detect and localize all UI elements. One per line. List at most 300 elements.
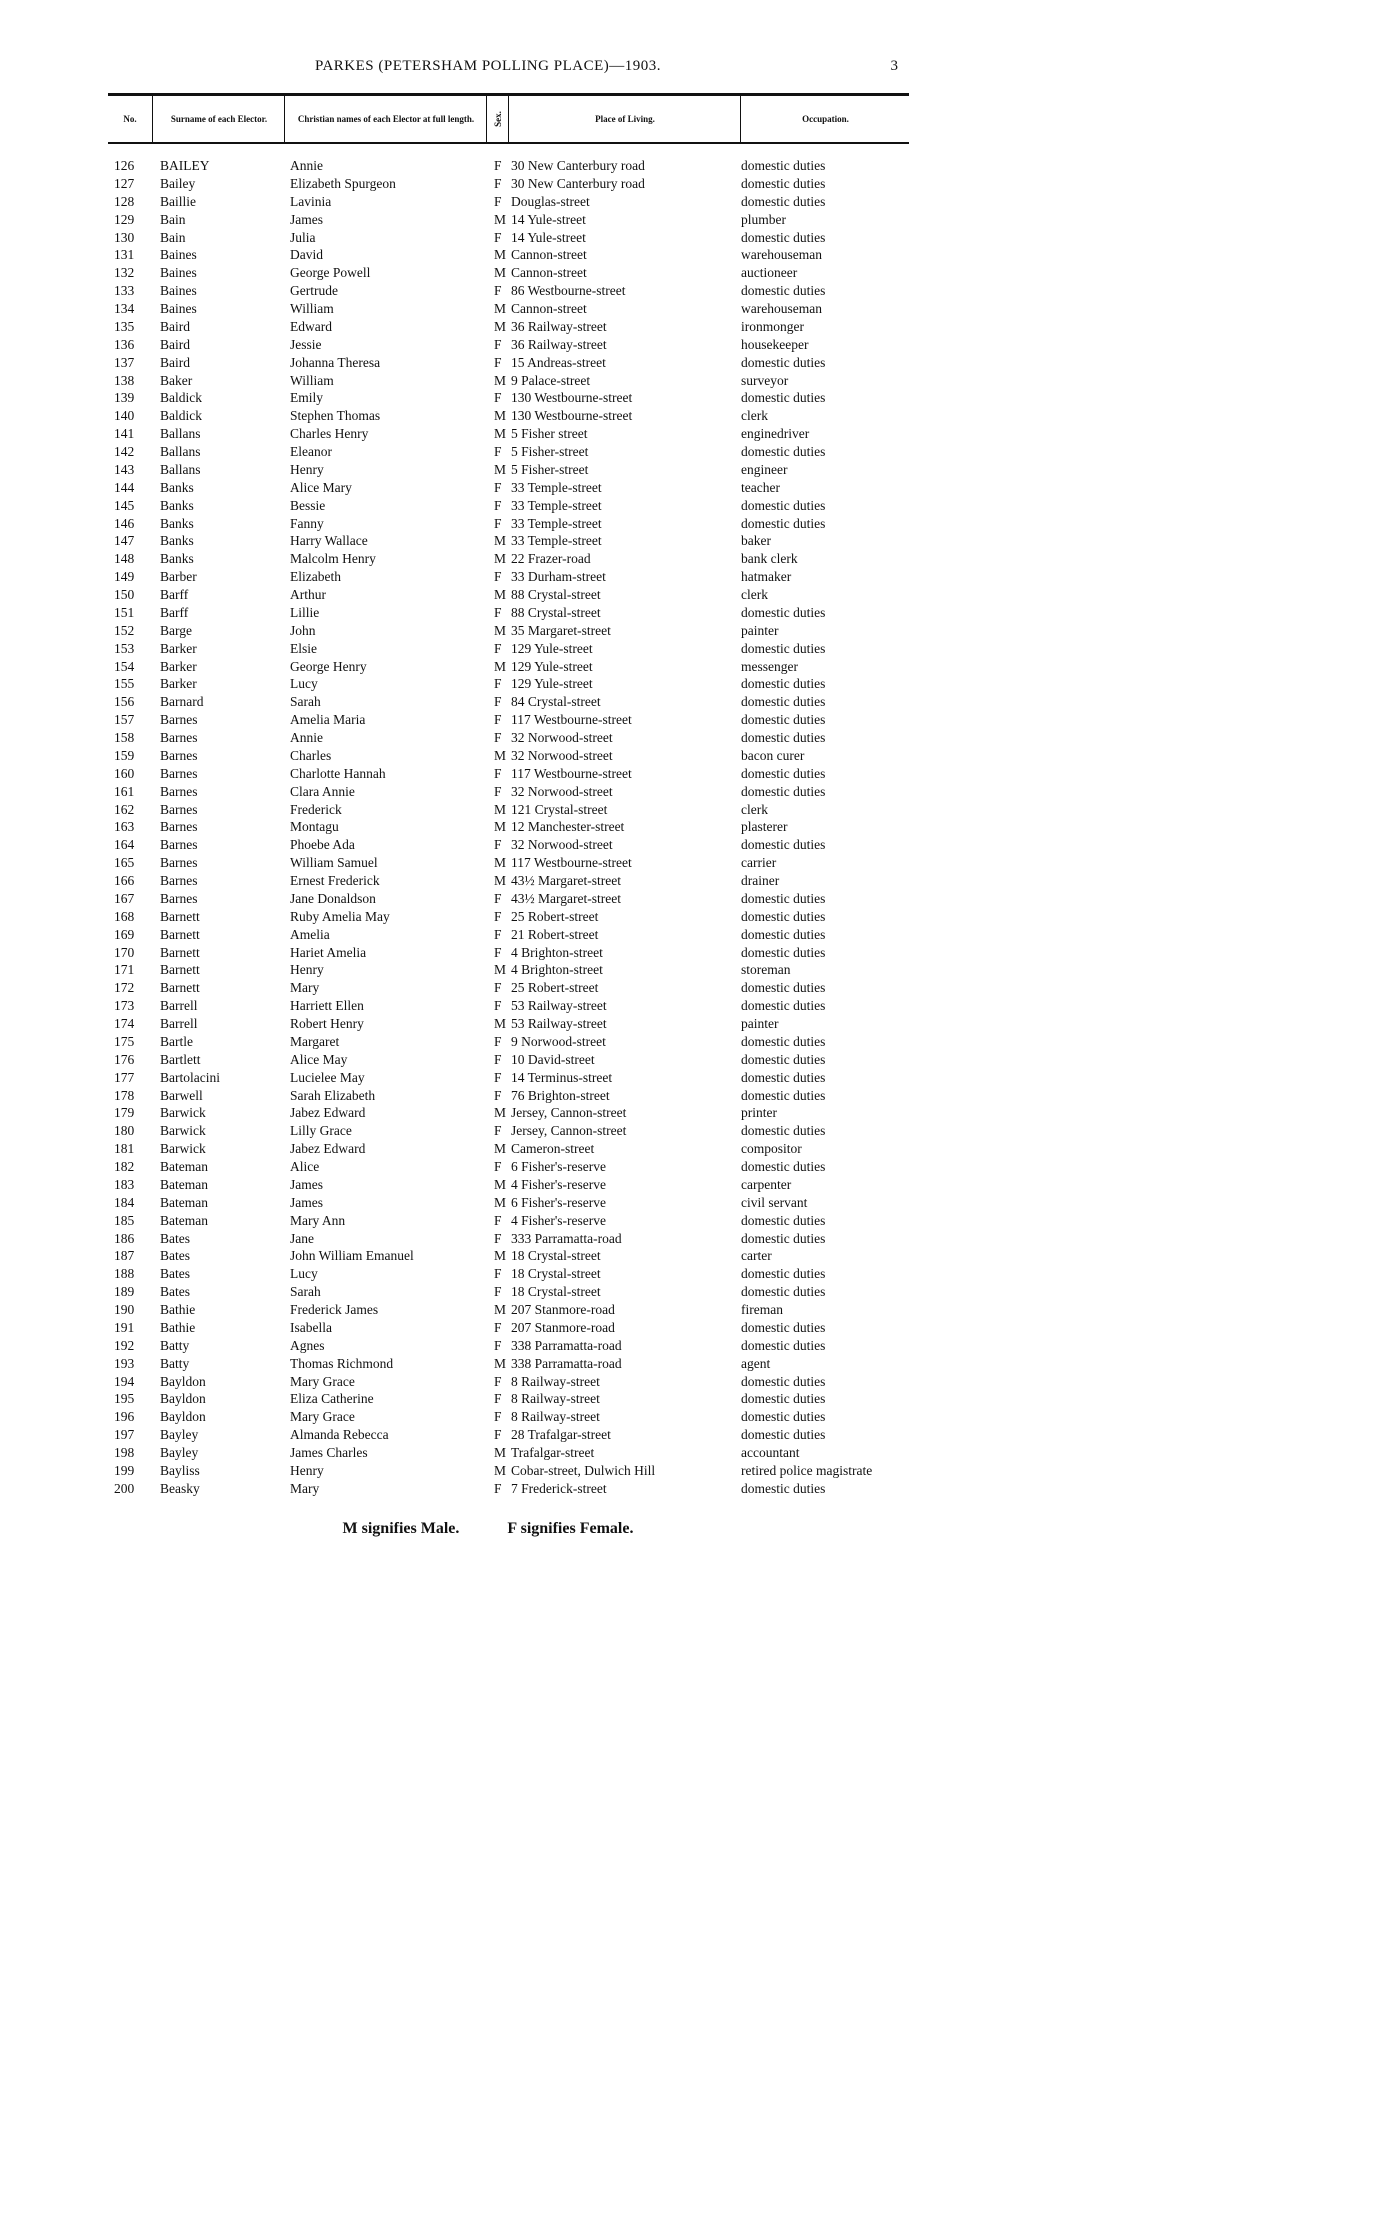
elector-christian-names: Mary Grace xyxy=(290,1409,355,1425)
table-row xyxy=(0,1283,976,1301)
elector-number: 182 xyxy=(114,1159,135,1174)
elector-occupation: domestic duties xyxy=(741,497,826,513)
elector-occupation: retired police magistrate xyxy=(741,1462,873,1478)
table-row xyxy=(0,997,976,1015)
elector-sex: M xyxy=(494,962,507,978)
table-row xyxy=(0,515,976,533)
elector-occupation: plasterer xyxy=(741,819,788,835)
elector-sex: F xyxy=(494,479,502,495)
elector-christian-names: Lilly Grace xyxy=(290,1123,352,1139)
elector-sex: M xyxy=(494,301,507,316)
elector-surname: Barker xyxy=(160,676,197,692)
elector-sex: M xyxy=(494,1105,507,1121)
elector-number: 164 xyxy=(114,837,135,853)
table-row xyxy=(0,532,976,550)
page-title: PARKES (PETERSHAM POLLING PLACE)—1903. xyxy=(315,58,661,74)
elector-surname: Bathie xyxy=(160,1319,196,1335)
table-row xyxy=(0,729,976,747)
table-row xyxy=(0,783,976,801)
elector-sex: M xyxy=(494,1302,507,1317)
elector-place-of-living: 207 Stanmore-road xyxy=(511,1319,615,1335)
elector-place-of-living: 30 New Canterbury road xyxy=(511,175,645,191)
elector-place-of-living: 7 Frederick-street xyxy=(511,1480,607,1496)
table-row xyxy=(0,1426,976,1444)
table-row xyxy=(0,801,976,819)
elector-place-of-living: 129 Yule-street xyxy=(511,658,593,674)
elector-surname: Beasky xyxy=(160,1480,200,1496)
elector-occupation: domestic duties xyxy=(741,1051,826,1067)
elector-sex: F xyxy=(494,336,502,352)
table-row xyxy=(0,300,976,318)
elector-surname: Barnes xyxy=(160,747,198,763)
elector-sex: F xyxy=(494,730,502,745)
elector-christian-names: James xyxy=(290,1194,323,1210)
table-row xyxy=(0,961,976,979)
table-row xyxy=(0,1176,976,1194)
elector-surname: Banks xyxy=(160,515,194,531)
elector-christian-names: Sarah xyxy=(290,1284,321,1300)
elector-place-of-living: 84 Crystal-street xyxy=(511,694,601,710)
elector-place-of-living: 117 Westbourne-street xyxy=(511,765,632,781)
table-row xyxy=(0,765,976,783)
elector-sex: M xyxy=(494,1176,507,1192)
elector-number: 160 xyxy=(114,765,135,781)
elector-number: 183 xyxy=(114,1176,135,1192)
elector-number: 191 xyxy=(114,1319,135,1335)
elector-christian-names: Jessie xyxy=(290,336,322,352)
elector-number: 148 xyxy=(114,551,135,567)
elector-number: 133 xyxy=(114,283,135,299)
elector-christian-names: Lucy xyxy=(290,1266,318,1282)
elector-number: 139 xyxy=(114,390,135,406)
elector-occupation: carrier xyxy=(741,855,777,871)
elector-occupation: baker xyxy=(741,533,771,549)
elector-place-of-living: 30 New Canterbury road xyxy=(511,158,645,173)
table-row xyxy=(0,1444,976,1462)
table-row xyxy=(0,193,976,211)
elector-sex: M xyxy=(494,1445,507,1460)
elector-surname: Batty xyxy=(160,1337,190,1353)
elector-christian-names: Amelia Maria xyxy=(290,712,366,728)
elector-christian-names: Montagu xyxy=(290,819,339,835)
elector-occupation: fireman xyxy=(741,1302,783,1317)
elector-surname: Bathie xyxy=(160,1302,196,1317)
table-row xyxy=(0,836,976,854)
elector-occupation: domestic duties xyxy=(741,980,826,996)
elector-occupation: printer xyxy=(741,1105,777,1121)
table-row xyxy=(0,389,976,407)
elector-surname: Ballans xyxy=(160,461,201,477)
elector-christian-names: Emily xyxy=(290,390,323,406)
elector-surname: Barnett xyxy=(160,980,200,996)
elector-christian-names: Mary Ann xyxy=(290,1212,346,1228)
elector-number: 173 xyxy=(114,998,135,1014)
elector-occupation: domestic duties xyxy=(741,944,826,960)
header-sex-cell xyxy=(486,96,509,142)
elector-christian-names: Isabella xyxy=(290,1319,332,1335)
elector-christian-names: Jabez Edward xyxy=(290,1105,366,1121)
table-row xyxy=(0,604,976,622)
elector-place-of-living: 5 Fisher-street xyxy=(511,444,589,459)
elector-occupation: domestic duties xyxy=(741,1230,826,1246)
elector-place-of-living: 9 Norwood-street xyxy=(511,1033,606,1049)
elector-number: 177 xyxy=(114,1069,135,1085)
elector-surname: Barnes xyxy=(160,837,198,853)
elector-number: 200 xyxy=(114,1480,135,1496)
elector-surname: Barnett xyxy=(160,944,200,960)
elector-place-of-living: 121 Crystal-street xyxy=(511,801,608,817)
elector-surname: Bates xyxy=(160,1230,190,1246)
elector-number: 170 xyxy=(114,944,135,960)
table-row xyxy=(0,872,976,890)
elector-number: 150 xyxy=(114,587,135,602)
elector-number: 187 xyxy=(114,1248,135,1264)
elector-sex: F xyxy=(494,908,502,924)
elector-place-of-living: Cannon-street xyxy=(511,301,587,316)
elector-occupation: domestic duties xyxy=(741,1480,826,1496)
elector-place-of-living: 33 Temple-street xyxy=(511,497,602,513)
elector-christian-names: William xyxy=(290,301,334,316)
elector-surname: Banks xyxy=(160,551,194,567)
table-row xyxy=(0,1247,976,1265)
elector-christian-names: Arthur xyxy=(290,587,326,602)
table-row xyxy=(0,711,976,729)
elector-surname: Barge xyxy=(160,622,192,638)
elector-occupation: domestic duties xyxy=(741,158,826,173)
elector-sex: M xyxy=(494,1016,507,1031)
elector-occupation: hatmaker xyxy=(741,569,792,585)
elector-place-of-living: 18 Crystal-street xyxy=(511,1248,601,1264)
elector-sex: F xyxy=(494,1391,502,1407)
elector-number: 196 xyxy=(114,1409,135,1425)
elector-place-of-living: Jersey, Cannon-street xyxy=(511,1123,627,1139)
elector-christian-names: Jabez Edward xyxy=(290,1141,366,1157)
elector-number: 189 xyxy=(114,1284,135,1300)
elector-sex: F xyxy=(494,515,502,531)
elector-number: 192 xyxy=(114,1337,135,1353)
elector-place-of-living: 18 Crystal-street xyxy=(511,1266,601,1282)
table-row xyxy=(0,1319,976,1337)
table-row xyxy=(0,640,976,658)
elector-sex: M xyxy=(494,318,507,334)
table-row xyxy=(0,1265,976,1283)
elector-sex: M xyxy=(494,1194,507,1210)
elector-surname: Barnett xyxy=(160,962,200,978)
table-row xyxy=(0,622,976,640)
elector-occupation: domestic duties xyxy=(741,1123,826,1139)
table-row xyxy=(0,693,976,711)
elector-occupation: domestic duties xyxy=(741,1212,826,1228)
elector-occupation: domestic duties xyxy=(741,1284,826,1300)
elector-place-of-living: 33 Durham-street xyxy=(511,569,606,585)
elector-number: 138 xyxy=(114,372,135,388)
elector-sex: F xyxy=(494,1069,502,1085)
elector-occupation: domestic duties xyxy=(741,712,826,728)
elector-surname: Barnes xyxy=(160,765,198,781)
elector-sex: F xyxy=(494,1159,502,1174)
elector-occupation: carter xyxy=(741,1248,772,1264)
elector-sex: F xyxy=(494,837,502,853)
table-row xyxy=(0,246,976,264)
elector-surname: Barnes xyxy=(160,890,198,906)
elector-surname: Barwick xyxy=(160,1123,206,1139)
elector-place-of-living: 86 Westbourne-street xyxy=(511,283,626,299)
elector-occupation: carpenter xyxy=(741,1176,792,1192)
elector-surname: Bayley xyxy=(160,1445,199,1460)
elector-number: 162 xyxy=(114,801,135,817)
elector-occupation: messenger xyxy=(741,658,798,674)
elector-number: 167 xyxy=(114,890,135,906)
elector-surname: Bailey xyxy=(160,175,196,191)
elector-surname: Bayliss xyxy=(160,1462,200,1478)
header-sex: Sex. xyxy=(493,111,503,127)
elector-surname: Barnes xyxy=(160,712,198,728)
elector-surname: Bain xyxy=(160,211,186,227)
elector-number: 163 xyxy=(114,819,135,835)
elector-sex: M xyxy=(494,426,507,442)
elector-sex: M xyxy=(494,211,507,227)
elector-christian-names: Charles Henry xyxy=(290,426,369,442)
elector-surname: Ballans xyxy=(160,426,201,442)
table-row xyxy=(0,818,976,836)
elector-number: 136 xyxy=(114,336,135,352)
elector-occupation: domestic duties xyxy=(741,1409,826,1425)
elector-christian-names: Alice Mary xyxy=(290,479,352,495)
elector-place-of-living: 33 Temple-street xyxy=(511,533,602,549)
elector-surname: Baird xyxy=(160,336,190,352)
elector-occupation: domestic duties xyxy=(741,283,826,299)
elector-surname: Baker xyxy=(160,372,193,388)
elector-number: 197 xyxy=(114,1427,135,1443)
elector-surname: Barnes xyxy=(160,783,198,799)
elector-sex: M xyxy=(494,265,507,281)
elector-christian-names: Ruby Amelia May xyxy=(290,908,390,924)
elector-number: 144 xyxy=(114,479,135,495)
elector-surname: Bayldon xyxy=(160,1391,206,1407)
table-row xyxy=(0,1337,976,1355)
elector-occupation: ironmonger xyxy=(741,318,804,334)
elector-christian-names: Sarah xyxy=(290,694,321,710)
elector-sex: F xyxy=(494,604,502,620)
header-christian-names: Christian names of each Elector at full length. xyxy=(284,96,487,142)
elector-number: 169 xyxy=(114,926,135,942)
elector-surname: Banks xyxy=(160,479,194,495)
table-row xyxy=(0,336,976,354)
elector-place-of-living: 32 Norwood-street xyxy=(511,747,613,763)
elector-occupation: domestic duties xyxy=(741,1087,826,1103)
elector-place-of-living: 14 Yule-street xyxy=(511,229,586,245)
elector-sex: F xyxy=(494,1033,502,1049)
elector-christian-names: Henry xyxy=(290,461,324,477)
elector-christian-names: Elsie xyxy=(290,640,317,656)
legend-male: M signifies Male. xyxy=(342,1520,460,1537)
elector-number: 131 xyxy=(114,247,135,263)
elector-sex: F xyxy=(494,1427,502,1443)
elector-place-of-living: 8 Railway-street xyxy=(511,1409,600,1425)
elector-place-of-living: 25 Robert-street xyxy=(511,980,599,996)
elector-number: 198 xyxy=(114,1445,135,1460)
table-row xyxy=(0,1390,976,1408)
elector-occupation: domestic duties xyxy=(741,998,826,1014)
elector-place-of-living: 43½ Margaret-street xyxy=(511,873,621,888)
elector-occupation: domestic duties xyxy=(741,1069,826,1085)
elector-surname: Baines xyxy=(160,301,197,316)
elector-number: 126 xyxy=(114,158,135,173)
elector-surname: Barnes xyxy=(160,855,198,871)
elector-surname: Barff xyxy=(160,604,189,620)
elector-christian-names: Charlotte Hannah xyxy=(290,765,386,781)
table-row xyxy=(0,1051,976,1069)
table-row xyxy=(0,1069,976,1087)
elector-number: 184 xyxy=(114,1194,135,1210)
elector-sex: F xyxy=(494,676,502,692)
elector-sex: F xyxy=(494,1212,502,1228)
elector-occupation: drainer xyxy=(741,873,780,888)
elector-number: 178 xyxy=(114,1087,135,1103)
elector-place-of-living: 8 Railway-street xyxy=(511,1391,600,1407)
table-row xyxy=(0,1015,976,1033)
elector-surname: Barrell xyxy=(160,1016,198,1031)
elector-christian-names: Frederick xyxy=(290,801,342,817)
table-row xyxy=(0,1480,976,1498)
elector-occupation: domestic duties xyxy=(741,1266,826,1282)
elector-christian-names: Gertrude xyxy=(290,283,338,299)
elector-christian-names: Margaret xyxy=(290,1033,340,1049)
elector-surname: Barff xyxy=(160,587,189,602)
elector-surname: Bayley xyxy=(160,1427,199,1443)
table-row xyxy=(0,890,976,908)
elector-number: 195 xyxy=(114,1391,135,1407)
elector-sex: F xyxy=(494,444,502,459)
elector-surname: Bateman xyxy=(160,1159,208,1174)
header-surname: Surname of each Elector. xyxy=(152,96,285,142)
elector-surname: Barrell xyxy=(160,998,198,1014)
elector-place-of-living: 53 Railway-street xyxy=(511,1016,607,1031)
elector-place-of-living: 129 Yule-street xyxy=(511,640,593,656)
table-row xyxy=(0,979,976,997)
table-row xyxy=(0,479,976,497)
elector-number: 168 xyxy=(114,908,135,924)
elector-occupation: domestic duties xyxy=(741,175,826,191)
elector-number: 155 xyxy=(114,676,135,692)
elector-surname: Banks xyxy=(160,497,194,513)
table-row xyxy=(0,568,976,586)
elector-number: 141 xyxy=(114,426,135,442)
elector-place-of-living: 129 Yule-street xyxy=(511,676,593,692)
elector-place-of-living: 5 Fisher street xyxy=(511,426,588,442)
elector-occupation: auctioneer xyxy=(741,265,798,281)
elector-christian-names: Mary Grace xyxy=(290,1373,355,1389)
elector-number: 186 xyxy=(114,1230,135,1246)
elector-place-of-living: 338 Parramatta-road xyxy=(511,1355,622,1371)
elector-sex: F xyxy=(494,640,502,656)
elector-occupation: painter xyxy=(741,1016,779,1031)
elector-christian-names: Clara Annie xyxy=(290,783,355,799)
elector-occupation: warehouseman xyxy=(741,301,822,316)
elector-sex: F xyxy=(494,694,502,710)
elector-surname: Bartlett xyxy=(160,1051,201,1067)
elector-place-of-living: 14 Terminus-street xyxy=(511,1069,613,1085)
elector-surname: Barwick xyxy=(160,1141,206,1157)
elector-occupation: civil servant xyxy=(741,1194,808,1210)
elector-sex: F xyxy=(494,890,502,906)
elector-occupation: accountant xyxy=(741,1445,800,1460)
elector-occupation: domestic duties xyxy=(741,783,826,799)
table-row xyxy=(0,1462,976,1480)
elector-place-of-living: 6 Fisher's-reserve xyxy=(511,1159,607,1174)
elector-surname: Bates xyxy=(160,1266,190,1282)
elector-number: 145 xyxy=(114,497,135,513)
elector-surname: Barnett xyxy=(160,926,200,942)
elector-number: 149 xyxy=(114,569,135,585)
elector-place-of-living: Cannon-street xyxy=(511,265,587,281)
elector-place-of-living: 36 Railway-street xyxy=(511,336,607,352)
elector-christian-names: Edward xyxy=(290,318,332,334)
table-row xyxy=(0,1408,976,1426)
elector-surname: Barnes xyxy=(160,801,198,817)
elector-sex: M xyxy=(494,855,507,871)
elector-occupation: domestic duties xyxy=(741,837,826,853)
elector-occupation: domestic duties xyxy=(741,640,826,656)
elector-sex: F xyxy=(494,497,502,513)
elector-occupation: storeman xyxy=(741,962,791,978)
elector-place-of-living: 88 Crystal-street xyxy=(511,587,601,602)
table-row xyxy=(0,1194,976,1212)
elector-surname: Baillie xyxy=(160,193,196,209)
elector-place-of-living: 117 Westbourne-street xyxy=(511,855,632,871)
elector-sex: M xyxy=(494,372,507,388)
elector-christian-names: Sarah Elizabeth xyxy=(290,1087,376,1103)
elector-place-of-living: 4 Brighton-street xyxy=(511,944,603,960)
elector-christian-names: Malcolm Henry xyxy=(290,551,376,567)
elector-christian-names: James xyxy=(290,211,323,227)
elector-occupation: clerk xyxy=(741,408,768,424)
table-row xyxy=(0,586,976,604)
elector-sex: M xyxy=(494,819,507,835)
elector-christian-names: Lucielee May xyxy=(290,1069,365,1085)
elector-occupation: bank clerk xyxy=(741,551,798,567)
elector-surname: Batty xyxy=(160,1355,190,1371)
elector-surname: Barnes xyxy=(160,819,198,835)
elector-place-of-living: 18 Crystal-street xyxy=(511,1284,601,1300)
elector-sex: F xyxy=(494,1087,502,1103)
elector-surname: Barwick xyxy=(160,1105,206,1121)
elector-christian-names: Annie xyxy=(290,158,323,173)
table-row xyxy=(0,282,976,300)
table-row xyxy=(0,443,976,461)
elector-sex: M xyxy=(494,801,507,817)
elector-number: 147 xyxy=(114,533,135,549)
elector-christian-names: Alice May xyxy=(290,1051,348,1067)
elector-number: 143 xyxy=(114,461,135,477)
elector-sex: M xyxy=(494,747,507,763)
elector-number: 181 xyxy=(114,1141,135,1157)
elector-surname: Bates xyxy=(160,1248,190,1264)
elector-sex: F xyxy=(494,1409,502,1425)
elector-surname: Barnett xyxy=(160,908,200,924)
table-row xyxy=(0,926,976,944)
elector-place-of-living: 14 Yule-street xyxy=(511,211,586,227)
elector-occupation: engineer xyxy=(741,461,788,477)
elector-christian-names: Phoebe Ada xyxy=(290,837,355,853)
elector-number: 137 xyxy=(114,354,135,370)
elector-sex: F xyxy=(494,1266,502,1282)
elector-occupation: domestic duties xyxy=(741,444,826,459)
elector-surname: Baines xyxy=(160,265,197,281)
elector-place-of-living: 130 Westbourne-street xyxy=(511,390,633,406)
elector-number: 166 xyxy=(114,873,135,888)
elector-christian-names: Johanna Theresa xyxy=(290,354,381,370)
